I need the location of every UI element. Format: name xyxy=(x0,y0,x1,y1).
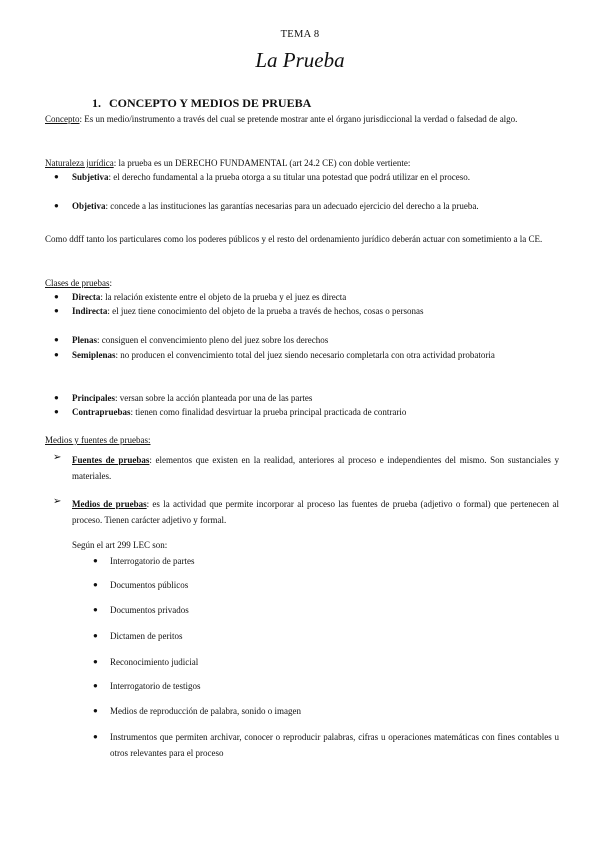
bullet-icon: ● xyxy=(93,631,98,640)
concepto-label: Concepto xyxy=(45,114,80,124)
clases-colon: : xyxy=(109,278,112,288)
list-item: Interrogatorio de testigos xyxy=(110,681,201,691)
bullet-icon: ● xyxy=(54,306,59,315)
list-item-indirecta xyxy=(72,303,558,319)
section-title: CONCEPTO Y MEDIOS DE PRUEBA xyxy=(109,96,312,110)
bullet-icon: ● xyxy=(93,580,98,589)
medios-label: Medios y fuentes de pruebas: xyxy=(45,435,151,445)
naturaleza-text: : la prueba es un DERECHO FUNDAMENTAL (art 24.2 CE) con doble vertiente: xyxy=(113,158,411,168)
item-text: : concede a las instituciones las garantías necesarias para un adecuado ejercicio del derecho a la prueba. xyxy=(105,201,479,211)
item-text: : el derecho fundamental a la prueba otorga a su titular una potestad que podrá utilizar en el proceso. xyxy=(108,172,470,182)
item-text: : no producen el convencimiento total del juez siendo necesario completarla con otra actividad probatoria xyxy=(115,350,495,360)
naturaleza-label: Naturaleza jurídica xyxy=(45,158,114,168)
bullet-icon: ● xyxy=(93,605,98,614)
item-text: : consiguen el convencimiento pleno del juez sobre los derechos xyxy=(97,335,329,345)
clases-label: Clases de pruebas xyxy=(45,278,110,288)
section-heading xyxy=(92,96,311,111)
arrow-bullet-icon: ➢ xyxy=(53,496,62,507)
list-item-objetiva xyxy=(72,198,558,214)
item-term: Medios de pruebas xyxy=(72,499,147,509)
item-term: Principales xyxy=(72,393,115,403)
list-item: Dictamen de peritos xyxy=(110,631,183,641)
bullet-icon: ● xyxy=(93,556,98,565)
list-item: Medios de reproducción de palabra, sonido o imagen xyxy=(110,706,301,716)
item-text: : es la actividad que permite incorporar al proceso las fuentes de prueba (adjetivo o formal) que pertenecen al proceso. Tienen carácter adjetivo y formal. xyxy=(72,499,559,525)
list-item-contrapruebas xyxy=(72,404,558,420)
topic-label: TEMA 8 xyxy=(280,29,320,40)
bullet-icon: ● xyxy=(93,732,98,741)
list-item: Documentos privados xyxy=(110,605,189,615)
item-text: : versan sobre la acción planteada por una de las partes xyxy=(115,393,313,403)
item-term: Directa xyxy=(72,292,101,302)
concepto-text: : Es un medio/instrumento a través del cual se pretende mostrar ante el órgano jurisdiccional la verdad o falsedad de algo. xyxy=(79,114,518,124)
item-text: : tienen como finalidad desvirtuar la prueba principal practicada de contrario xyxy=(130,407,407,417)
medios-heading xyxy=(45,432,558,448)
page-title: La Prueba xyxy=(255,48,345,72)
item-term: Fuentes de pruebas xyxy=(72,455,150,465)
concepto-paragraph xyxy=(45,111,558,127)
bullet-icon: ● xyxy=(93,681,98,690)
bullet-icon: ● xyxy=(54,393,59,402)
bullet-icon: ● xyxy=(54,172,59,181)
item-term: Subjetiva xyxy=(72,172,109,182)
bullet-icon: ● xyxy=(54,350,59,359)
item-term: Plenas xyxy=(72,335,98,345)
item-text: : la relación existente entre el objeto de la prueba y el juez es directa xyxy=(100,292,347,302)
list-item-plenas xyxy=(72,332,558,348)
item-term: Semiplenas xyxy=(72,350,116,360)
list-item: Instrumentos que permiten archivar, conocer o reproducir palabras, cifras u operaciones matemáticas con fines contables u otros relevantes para el proceso xyxy=(110,732,559,758)
item-text: : elementos que existen en la realidad, anteriores al proceso e independientes del mismo. Son sustanciales y materiales. xyxy=(72,455,559,481)
segun-text: Según el art 299 LEC son: xyxy=(72,540,168,550)
arrow-bullet-icon: ➢ xyxy=(53,452,62,463)
bullet-icon: ● xyxy=(93,706,98,715)
bullet-icon: ● xyxy=(54,407,59,416)
fuentes-item xyxy=(72,452,559,484)
bullet-icon: ● xyxy=(54,335,59,344)
list-item-semiplenas xyxy=(72,347,558,363)
list-item: Reconocimiento judicial xyxy=(110,657,199,667)
medios-def-item xyxy=(72,496,559,528)
item-term: Indirecta xyxy=(72,306,108,316)
bullet-icon: ● xyxy=(54,201,59,210)
bullet-icon: ● xyxy=(54,292,59,301)
list-item: Documentos públicos xyxy=(110,580,189,590)
item-term: Objetiva xyxy=(72,201,106,211)
ddff-paragraph: Como ddff tanto los particulares como los poderes públicos y el resto del ordenamiento jurídico deberán actuar con sometimiento a la CE. xyxy=(45,234,543,244)
list-item: Interrogatorio de partes xyxy=(110,556,195,566)
section-number: 1. xyxy=(92,96,101,110)
item-term: Contrapruebas xyxy=(72,407,131,417)
item-text: : el juez tiene conocimiento del objeto de la prueba a través de hechos, cosas o personas xyxy=(107,306,424,316)
bullet-icon: ● xyxy=(93,657,98,666)
list-item-subjetiva xyxy=(72,169,558,185)
